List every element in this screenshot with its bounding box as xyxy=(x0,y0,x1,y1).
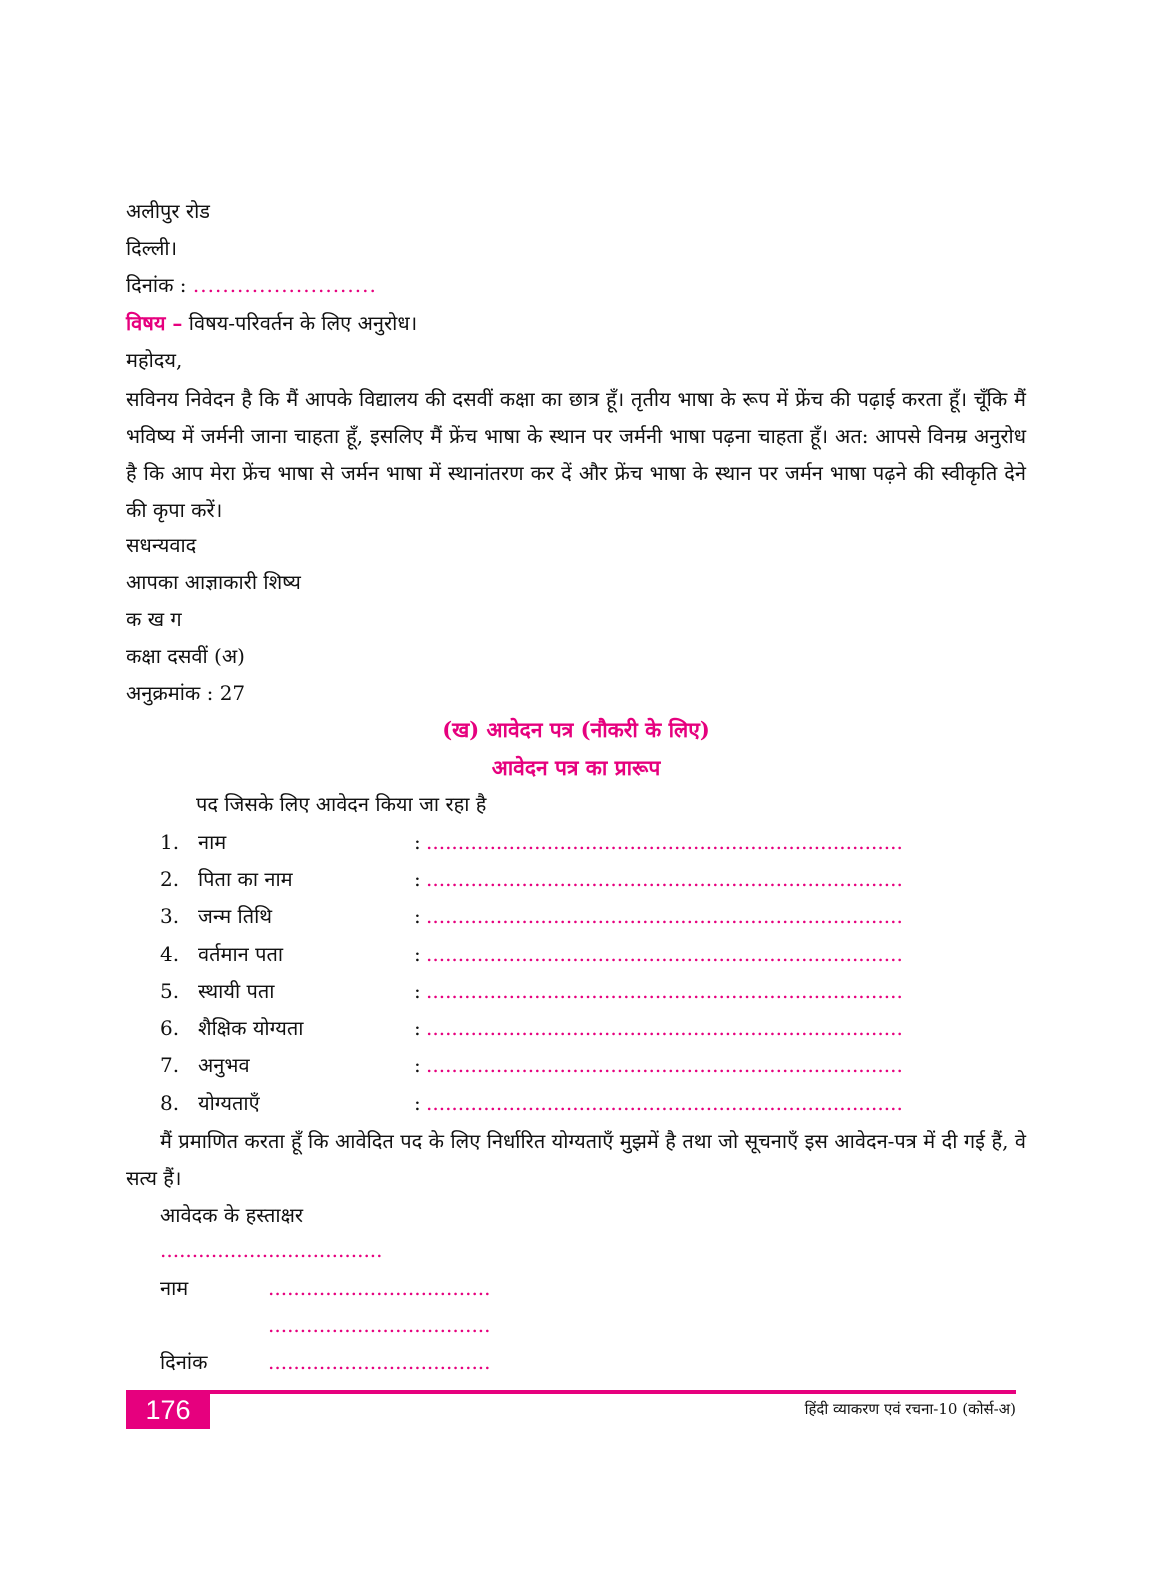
field-label: अनुभव xyxy=(198,1053,250,1077)
date-line xyxy=(126,272,377,298)
field-colon: : xyxy=(414,942,421,966)
page-number: 176 xyxy=(126,1391,210,1429)
field-blank: ........................................................................... xyxy=(426,904,903,928)
field-number: 8. xyxy=(160,1091,180,1115)
field-blank: ........................................................................... xyxy=(426,830,903,854)
field-label: जन्म तिथि xyxy=(198,904,273,928)
field-label: वर्तमान पता xyxy=(198,942,284,966)
footer-rule xyxy=(126,1390,1016,1394)
field-colon: : xyxy=(414,867,421,891)
field-colon: : xyxy=(414,1091,421,1115)
date-blank: ......................... xyxy=(192,273,377,297)
field-number: 5. xyxy=(160,979,180,1003)
field-blank: ........................................................................... xyxy=(426,1091,903,1115)
section-heading: (ख) आवेदन पत्र (नौकरी के लिए) xyxy=(442,717,710,742)
field-number: 6. xyxy=(160,1016,180,1040)
address-line-1: अलीपुर रोड xyxy=(126,199,210,223)
field-label: शैक्षिक योग्यता xyxy=(198,1016,304,1040)
address-line-2: दिल्ली। xyxy=(126,236,178,260)
field-colon: : xyxy=(414,979,421,1003)
subject-label: विषय – xyxy=(126,311,183,335)
date-label: दिनांक : xyxy=(126,273,187,297)
field-label: पिता का नाम xyxy=(198,867,293,891)
field-colon: : xyxy=(414,1053,421,1077)
form-intro: पद जिसके लिए आवेदन किया जा रहा है xyxy=(196,792,487,816)
field-colon: : xyxy=(414,904,421,928)
signature-blank: ................................... xyxy=(160,1238,383,1262)
sender-name: क ख ग xyxy=(126,607,182,631)
book-title: हिंदी व्याकरण एवं रचना-10 (कोर्स-अ) xyxy=(804,1400,1016,1418)
applicant-name-label: नाम xyxy=(160,1276,189,1300)
field-label: नाम xyxy=(198,830,227,854)
field-number: 7. xyxy=(160,1053,180,1077)
salutation: महोदय, xyxy=(126,348,183,372)
letter-body: सविनय निवेदन है कि मैं आपके विद्यालय की दसवीं कक्षा का छात्र हूँ। तृतीय भाषा के रूप में फ्रेंच की पढ़ाई करता हूँ। चूँकि मैं भविष्य में जर्मनी जाना चाहता हूँ, इसलिए मैं फ्रेंच भाषा के स्थान पर जर्मनी भाषा पढ़ना चाहता हूँ। अत: आपसे विनम्र अनुरोध है कि आप मेरा फ्रेंच भाषा से जर्मन भाषा में स्थानांतरण कर दें और फ्रेंच भाषा के स्थान पर जर्मन भाषा पढ़ने की स्वीकृति देने की कृपा करें। xyxy=(126,387,1026,522)
field-number: 3. xyxy=(160,904,180,928)
subject-text: विषय-परिवर्तन के लिए अनुरोध। xyxy=(182,311,418,335)
roll-number: अनुक्रमांक : 27 xyxy=(126,681,246,705)
field-number: 1. xyxy=(160,830,180,854)
subject-line xyxy=(126,310,417,336)
field-blank: ........................................................................... xyxy=(426,979,903,1003)
sender-class: कक्षा दसवीं (अ) xyxy=(126,644,245,668)
field-colon: : xyxy=(414,1016,421,1040)
field-label: योग्यताएँ xyxy=(198,1091,260,1115)
declaration: मैं प्रमाणित करता हूँ कि आवेदित पद के लिए निर्धारित योग्यताएँ मुझमें है तथा जो सूचनाएँ इस आवेदन-पत्र में दी गई हैं, वे सत्य हैं। xyxy=(126,1129,1026,1190)
field-blank: ........................................................................... xyxy=(426,1053,903,1077)
signature-label: आवेदक के हस्ताक्षर xyxy=(160,1203,304,1227)
field-blank: ........................................................................... xyxy=(426,1016,903,1040)
field-blank: ........................................................................... xyxy=(426,942,903,966)
field-label: स्थायी पता xyxy=(198,979,275,1003)
field-blank: ........................................................................... xyxy=(426,867,903,891)
applicant-name-blank: ................................... xyxy=(268,1276,491,1300)
applicant-date-blank: ................................... xyxy=(268,1350,491,1374)
applicant-date-label: दिनांक xyxy=(160,1350,208,1374)
field-number: 2. xyxy=(160,867,180,891)
field-number: 4. xyxy=(160,942,180,966)
applicant-name-blank-2: ................................... xyxy=(268,1313,491,1337)
sign-off: आपका आज्ञाकारी शिष्य xyxy=(126,570,301,594)
section-subheading: आवेदन पत्र का प्रारूप xyxy=(491,755,661,780)
field-colon: : xyxy=(414,830,421,854)
closing: सधन्यवाद xyxy=(126,533,197,557)
